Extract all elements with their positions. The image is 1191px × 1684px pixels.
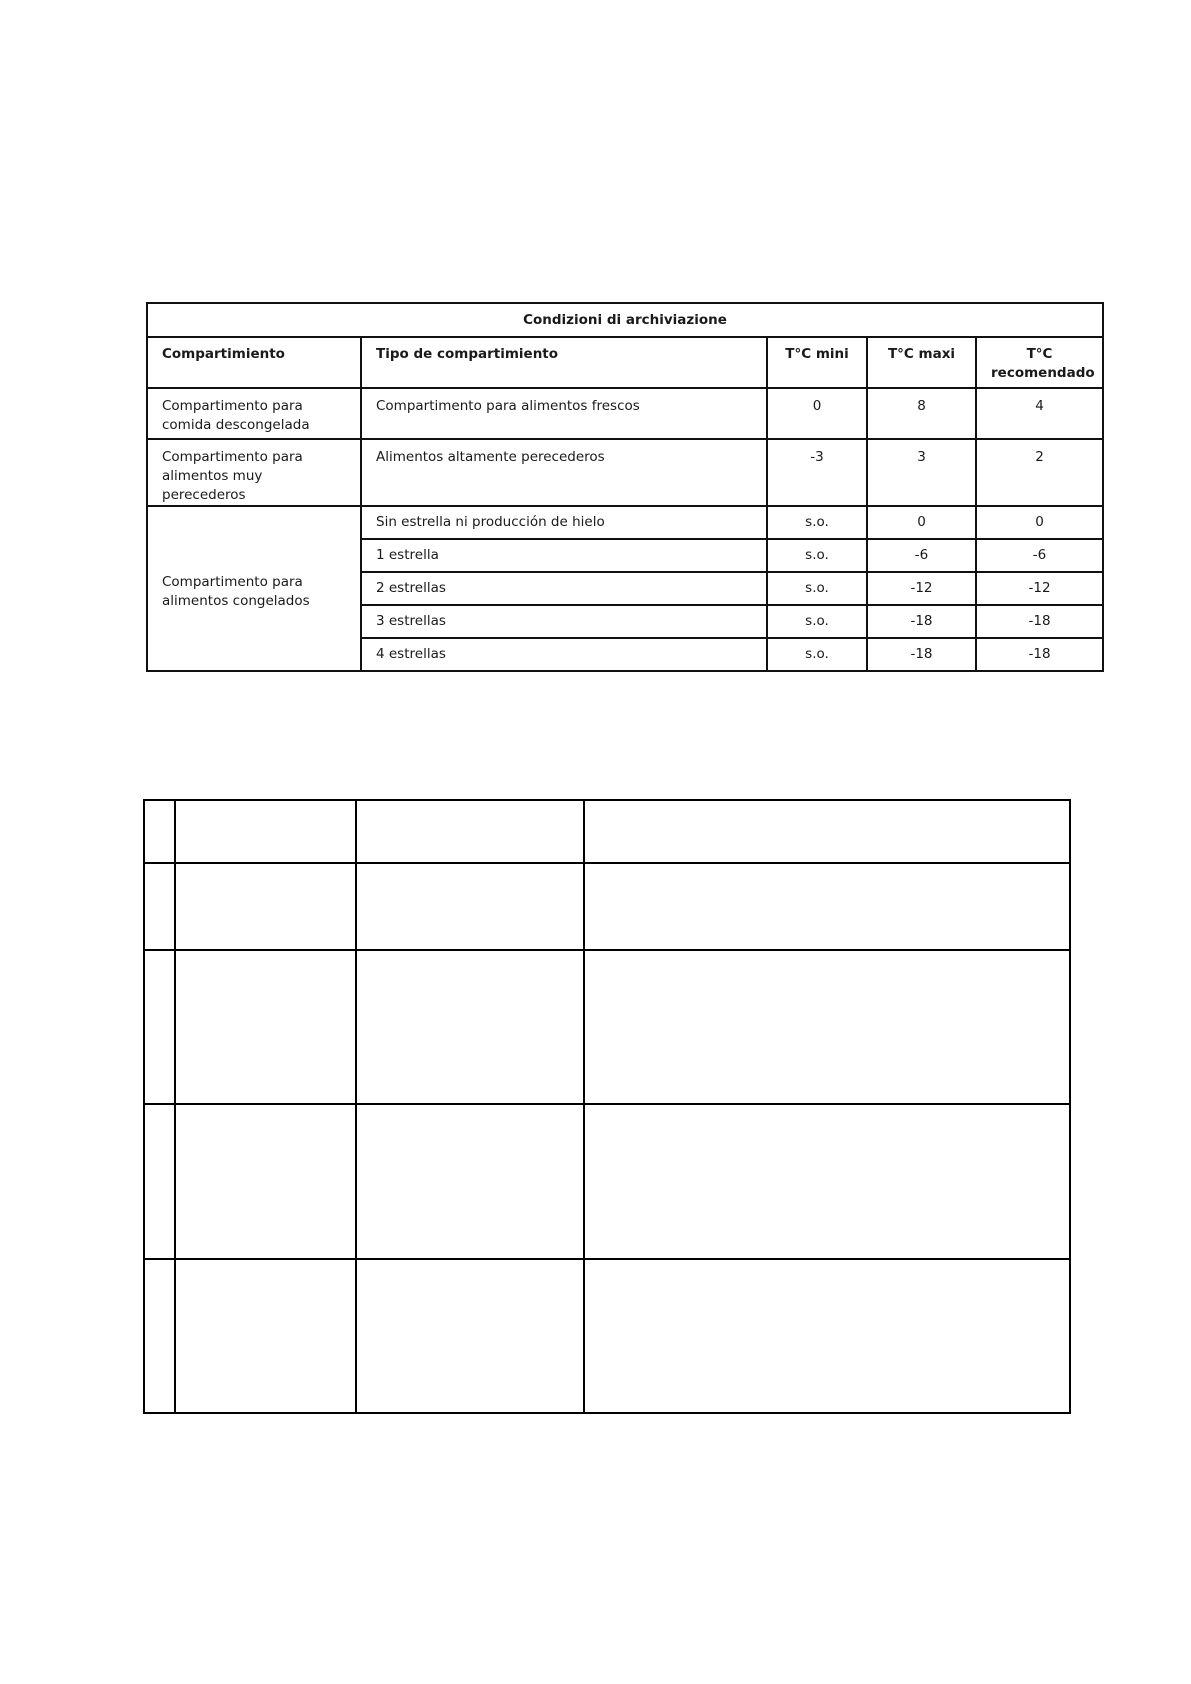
header-type: Tipo de compartimiento [361,337,767,388]
empty-cell [584,863,1070,950]
table-row [144,1259,1070,1413]
empty-grid-table [143,799,1071,1414]
empty-cell [356,863,584,950]
table-row [144,1104,1070,1259]
empty-cell [144,800,175,863]
min-temp-cell: s.o. [767,638,867,671]
empty-cell [144,950,175,1104]
type-cell: 2 estrellas [361,572,767,605]
empty-cell [584,1104,1070,1259]
empty-cell [584,950,1070,1104]
recommended-temp-cell: -12 [976,572,1103,605]
min-temp-cell: s.o. [767,506,867,539]
empty-cell [175,1259,356,1413]
type-cell: 1 estrella [361,539,767,572]
empty-cell [356,1104,584,1259]
recommended-temp-cell: 4 [976,388,1103,439]
compartment-cell: Compartimento para alimentos muy perecederos [147,439,361,506]
header-min-temp: T°C mini [767,337,867,388]
empty-cell [175,1104,356,1259]
type-cell: Sin estrella ni producción de hielo [361,506,767,539]
type-cell: Compartimento para alimentos frescos [361,388,767,439]
max-temp-cell: -18 [867,605,976,638]
header-max-temp: T°C maxi [867,337,976,388]
recommended-temp-cell: 0 [976,506,1103,539]
recommended-temp-cell: -18 [976,638,1103,671]
min-temp-cell: s.o. [767,605,867,638]
empty-cell [584,800,1070,863]
table-row [144,800,1070,863]
empty-cell [356,800,584,863]
empty-cell [175,863,356,950]
min-temp-cell: -3 [767,439,867,506]
min-temp-cell: s.o. [767,539,867,572]
recommended-temp-cell: 2 [976,439,1103,506]
table-row [147,439,1103,506]
table-row [147,506,1103,539]
empty-cell [144,863,175,950]
type-cell: 3 estrellas [361,605,767,638]
header-recommended-temp: T°C recomendado [976,337,1103,388]
max-temp-cell: 0 [867,506,976,539]
compartment-cell: Compartimento para comida descongelada [147,388,361,439]
storage-conditions-table [146,302,1104,672]
recommended-temp-cell: -18 [976,605,1103,638]
type-cell: Alimentos altamente perecederos [361,439,767,506]
max-temp-cell: -12 [867,572,976,605]
table-title: Condizioni di archiviazione [147,303,1103,337]
header-compartment: Compartimiento [147,337,361,388]
max-temp-cell: 3 [867,439,976,506]
empty-cell [356,1259,584,1413]
empty-cell [175,800,356,863]
max-temp-cell: -6 [867,539,976,572]
empty-cell [144,1104,175,1259]
empty-cell [144,1259,175,1413]
compartment-cell: Compartimento para alimentos congelados [147,506,361,671]
empty-cell [175,950,356,1104]
max-temp-cell: 8 [867,388,976,439]
table-row [144,950,1070,1104]
type-cell: 4 estrellas [361,638,767,671]
empty-cell [584,1259,1070,1413]
min-temp-cell: 0 [767,388,867,439]
table-row [147,388,1103,439]
table-row [144,863,1070,950]
recommended-temp-cell: -6 [976,539,1103,572]
min-temp-cell: s.o. [767,572,867,605]
max-temp-cell: -18 [867,638,976,671]
empty-cell [356,950,584,1104]
